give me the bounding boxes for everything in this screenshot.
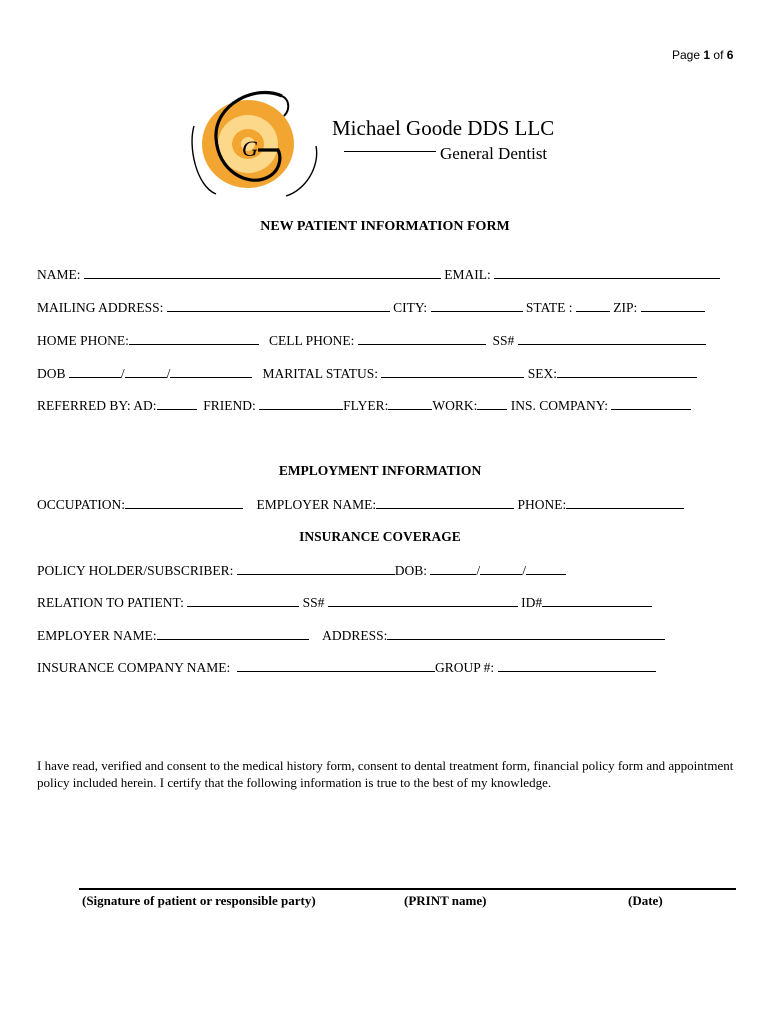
field-insurance-employer[interactable]	[157, 627, 309, 640]
field-employer-phone[interactable]	[566, 496, 684, 509]
field-marital-status[interactable]	[381, 365, 524, 378]
label-email: EMAIL:	[444, 267, 491, 282]
field-insurance-address[interactable]	[387, 627, 665, 640]
field-dob-day[interactable]	[125, 365, 167, 378]
subtitle-rule	[344, 151, 436, 152]
label-relation: RELATION TO PATIENT:	[37, 595, 184, 610]
print-name-label: (PRINT name)	[404, 893, 487, 908]
signature-line[interactable]	[79, 888, 736, 890]
label-insurance-ss: SS#	[302, 595, 325, 610]
field-insurance-dob-month[interactable]	[430, 562, 476, 575]
field-ins-company[interactable]	[611, 397, 691, 410]
field-referred-ad[interactable]	[157, 397, 197, 410]
label-employer-phone: PHONE:	[517, 497, 567, 512]
label-name: NAME:	[37, 267, 81, 282]
dob-slash: /	[166, 366, 171, 381]
field-ss[interactable]	[518, 332, 706, 345]
row-policy-holder	[37, 562, 566, 579]
field-sex[interactable]	[557, 365, 697, 378]
label-flyer: FLYER:	[343, 398, 389, 413]
subtitle-text: General Dentist	[440, 144, 548, 163]
label-ss: SS#	[492, 333, 515, 348]
label-insurance-company: INSURANCE COMPANY NAME:	[37, 660, 231, 675]
field-occupation[interactable]	[125, 496, 243, 509]
page-current: 1	[703, 48, 711, 62]
label-marital-status: MARITAL STATUS:	[262, 366, 379, 381]
date-label: (Date)	[628, 893, 663, 908]
label-policy-holder: POLICY HOLDER/SUBSCRIBER:	[37, 563, 234, 578]
field-home-phone[interactable]	[129, 332, 259, 345]
field-cell-phone[interactable]	[358, 332, 486, 345]
signature-label: (Signature of patient or responsible party)	[82, 893, 316, 908]
field-work[interactable]	[477, 397, 507, 410]
label-group: GROUP #:	[435, 660, 495, 675]
row-referred	[37, 397, 691, 414]
field-insurance-company[interactable]	[237, 659, 435, 672]
field-insurance-ss[interactable]	[328, 594, 518, 607]
field-dob-year[interactable]	[170, 365, 252, 378]
page-number	[672, 48, 733, 62]
label-state: STATE :	[525, 300, 573, 315]
consent-text: I have read, verified and consent to the medical history form, consent to dental treatment form, financial policy form and appointment policy included herein. I certify that the following information is true to the best of my knowledge.	[37, 758, 734, 790]
logo-letter: G	[242, 136, 258, 161]
label-home-phone: HOME PHONE:	[37, 333, 129, 348]
row-employment	[37, 496, 684, 513]
label-work: WORK:	[432, 398, 478, 413]
field-insurance-id[interactable]	[542, 594, 652, 607]
field-zip[interactable]	[641, 299, 705, 312]
label-cell-phone: CELL PHONE:	[269, 333, 355, 348]
label-insurance-dob: DOB:	[394, 563, 428, 578]
company-name: Michael Goode DDS LLC	[332, 116, 555, 140]
label-zip: ZIP:	[613, 300, 638, 315]
label-friend: FRIEND:	[203, 398, 256, 413]
field-friend[interactable]	[259, 397, 343, 410]
row-insurance-company	[37, 659, 656, 676]
field-employer-name[interactable]	[376, 496, 514, 509]
row-dob	[37, 365, 697, 382]
page-total: 6	[726, 48, 734, 62]
row-address	[37, 299, 705, 316]
form-title: NEW PATIENT INFORMATION FORM	[260, 219, 510, 234]
label-dob: DOB	[37, 366, 66, 381]
label-insurance-employer: EMPLOYER NAME:	[37, 628, 157, 643]
label-employer-name: EMPLOYER NAME:	[256, 497, 377, 512]
page-prefix: Page	[672, 48, 701, 62]
label-occupation: OCCUPATION:	[37, 497, 126, 512]
field-insurance-dob-day[interactable]	[480, 562, 522, 575]
field-relation[interactable]	[187, 594, 299, 607]
label-insurance-id: ID#	[521, 595, 543, 610]
dob-slash: /	[120, 366, 125, 381]
field-flyer[interactable]	[388, 397, 432, 410]
label-ins-company: INS. COMPANY:	[510, 398, 608, 413]
field-group[interactable]	[498, 659, 656, 672]
company-logo	[186, 86, 336, 198]
company-subtitle	[344, 144, 547, 164]
row-name-email	[37, 266, 720, 283]
field-name[interactable]	[84, 266, 441, 279]
row-insurance-employer	[37, 627, 665, 644]
row-relation	[37, 594, 652, 611]
label-insurance-address: ADDRESS:	[322, 628, 388, 643]
insurance-heading: INSURANCE COVERAGE	[299, 529, 461, 544]
field-state[interactable]	[576, 299, 610, 312]
employment-heading: EMPLOYMENT INFORMATION	[278, 463, 482, 478]
label-city: CITY:	[393, 300, 428, 315]
dob-slash: /	[522, 563, 526, 578]
field-mailing-address[interactable]	[167, 299, 390, 312]
label-referred-ad: REFERRED BY: AD:	[37, 398, 157, 413]
label-mailing-address: MAILING ADDRESS:	[37, 300, 164, 315]
dob-slash: /	[476, 563, 481, 578]
page-of: of	[713, 48, 724, 62]
field-dob-month[interactable]	[69, 365, 121, 378]
field-email[interactable]	[494, 266, 720, 279]
field-city[interactable]	[431, 299, 523, 312]
field-policy-holder[interactable]	[237, 562, 395, 575]
field-insurance-dob-year[interactable]	[526, 562, 566, 575]
label-sex: SEX:	[527, 366, 558, 381]
row-phones	[37, 332, 706, 349]
